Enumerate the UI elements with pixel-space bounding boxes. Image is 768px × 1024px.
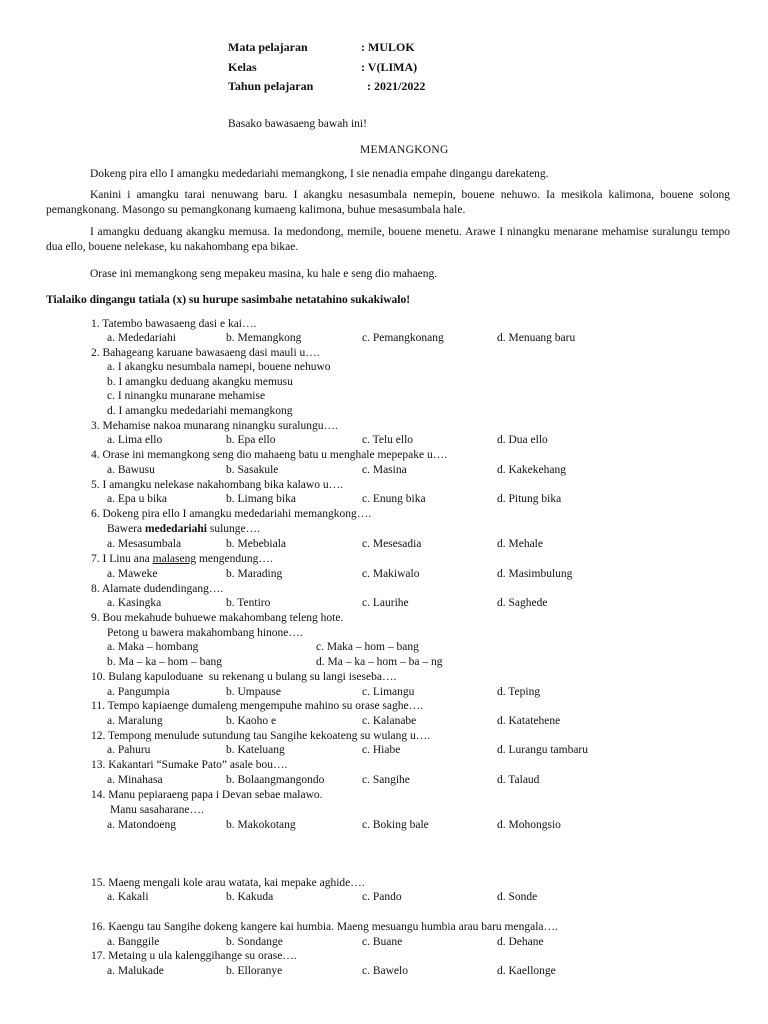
option-d[interactable]: d. Talaud	[497, 774, 540, 786]
header-year	[228, 79, 425, 94]
question-8: 8. Alamate dudendingang….	[91, 583, 224, 595]
story-paragraph: Dokeng pira ello I amangku mededariahi memangkong, I sie nenadia empahe dingangu darekateng.	[90, 168, 549, 180]
question-6: 6. Dokeng pira ello I amangku mededariahi memangkong….	[91, 508, 372, 520]
option-a[interactable]: a. Lima ello	[107, 434, 163, 446]
option-a[interactable]: a. I akangku nesumbala namepi, bouene nehuwo	[107, 361, 331, 373]
question-9: 9. Bou mekahude buhuewe makahombang teleng hote.	[91, 612, 344, 624]
story-paragraph: Orase ini memangkong seng mepakeu masina, ku hale e seng dio mahaeng.	[90, 268, 438, 280]
question-9-subline: Petong u bawera makahombang hinone….	[107, 627, 303, 639]
option-d[interactable]: d. Menuang baru	[497, 332, 576, 344]
header-class	[228, 60, 417, 75]
option-c[interactable]: c. Enung bika	[362, 493, 426, 505]
option-a[interactable]: a. Mesasumbala	[107, 538, 182, 550]
question-17: 17. Metaing u ula kalenggihange su orase….	[91, 950, 297, 962]
option-b[interactable]: b. Kaoho e	[226, 715, 277, 727]
option-c[interactable]: c. Sangihe	[362, 774, 410, 786]
question-16: 16. Kaengu tau Sangihe dokeng kangere kai humbia. Maeng mesuangu humbia arau baru mengala….	[91, 921, 558, 933]
option-d[interactable]: d. Lurangu tambaru	[497, 744, 589, 756]
option-a[interactable]: a. Mededariahi	[107, 332, 176, 344]
question-6-subline: Bawera mededariahi sulunge….	[107, 523, 261, 535]
option-a[interactable]: a. Maweke	[107, 568, 158, 580]
option-d[interactable]: d. Sonde	[497, 891, 538, 903]
option-c[interactable]: c. Masina	[362, 464, 407, 476]
option-a[interactable]: a. Pangumpia	[107, 686, 170, 698]
option-c[interactable]: c. Laurihe	[362, 597, 409, 609]
option-a[interactable]: a. Pahuru	[107, 744, 151, 756]
option-a[interactable]: a. Minahasa	[107, 774, 163, 786]
option-c[interactable]: c. I ninangku munarane mehamise	[107, 390, 266, 402]
option-a[interactable]: a. Malukade	[107, 965, 164, 977]
option-c[interactable]: c. Hiabe	[362, 744, 401, 756]
option-b[interactable]: b. Umpause	[226, 686, 281, 698]
question-10: 10. Bulang kapuloduane su rekenang u bulang su langi iseseba….	[91, 671, 397, 683]
option-a[interactable]: a. Kasingka	[107, 597, 162, 609]
question-14-subline: Manu sasaharane….	[110, 804, 204, 816]
option-b[interactable]: b. Limang bika	[226, 493, 296, 505]
option-c[interactable]: c. Maka – hom – bang	[316, 641, 419, 653]
option-b[interactable]: b. Ma – ka – hom – bang	[107, 656, 222, 668]
intro-instruction: Basako bawasaeng bawah ini!	[228, 118, 367, 130]
option-b[interactable]: b. Marading	[226, 568, 283, 580]
option-d[interactable]: d. Teping	[497, 686, 541, 698]
option-d[interactable]: d. Mehale	[497, 538, 543, 550]
header-value: : 2021/2022	[361, 79, 426, 93]
option-d[interactable]: d. Saghede	[497, 597, 548, 609]
option-b[interactable]: b. Bolaangmangondo	[226, 774, 325, 786]
option-a[interactable]: a. Banggile	[107, 936, 160, 948]
header-label: Kelas	[228, 60, 257, 74]
option-d[interactable]: d. Ma – ka – hom – ba – ng	[316, 656, 443, 668]
story-paragraph: I amangku deduang akangku memusa. Ia medondong, memile, bouene menetu. Arawe I ninangku menarane mehamise suralungu tempo dua ello, bouene nelekase, ku nakahombang epa bikae.	[46, 226, 730, 253]
option-b[interactable]: b. Kateluang	[226, 744, 285, 756]
option-b[interactable]: b. Makokotang	[226, 819, 296, 831]
option-a[interactable]: a. Matondoeng	[107, 819, 176, 831]
header-subject	[228, 40, 415, 55]
question-7: 7. I Linu ana malaseng mengendung….	[91, 553, 273, 565]
option-d[interactable]: d. Pitung bika	[497, 493, 562, 505]
question-11: 11. Tempo kapiaenge dumaleng mengempuhe mahino su orase saghe….	[91, 700, 423, 712]
option-c[interactable]: c. Telu ello	[362, 434, 414, 446]
story-paragraph: Kanini i amangku tarai nenuwang baru. I akangku nesasumbala nemepin, bouene nehuwo. Ia mesikola kalimona, bouene solong pemangkonang. Masongo su pemangkonang kumaeng kalimona, buhue mesasumbala hale.	[46, 189, 730, 216]
option-b[interactable]: b. I amangku deduang akangku memusu	[107, 376, 293, 388]
question-12: 12. Tempong menulude sutundung tau Sangihe kekoateng su wulang u….	[91, 730, 431, 742]
option-d[interactable]: d. Kakekehang	[497, 464, 566, 476]
option-b[interactable]: b. Mebebiala	[226, 538, 287, 550]
option-b[interactable]: b. Tentiro	[226, 597, 271, 609]
question-14: 14. Manu pepiaraeng papa i Devan sebae malawo.	[91, 789, 323, 801]
option-d[interactable]: d. Dehane	[497, 936, 544, 948]
option-c[interactable]: c. Buane	[362, 936, 403, 948]
story-title: MEMANGKONG	[360, 144, 449, 156]
option-a[interactable]: a. Kakali	[107, 891, 149, 903]
option-a[interactable]: a. Maralung	[107, 715, 163, 727]
option-c[interactable]: c. Mesesadia	[362, 538, 422, 550]
option-d[interactable]: d. Masimbulung	[497, 568, 573, 580]
header-value: : V(LIMA)	[361, 60, 418, 74]
option-b[interactable]: b. Sasakule	[226, 464, 279, 476]
option-c[interactable]: c. Limangu	[362, 686, 415, 698]
header-label: Mata pelajaran	[228, 40, 308, 54]
option-d[interactable]: d. I amangku mededariahi memangkong	[107, 405, 293, 417]
header-value: : MULOK	[361, 40, 415, 54]
option-c[interactable]: c. Bawelo	[362, 965, 408, 977]
option-b[interactable]: b. Sondange	[226, 936, 283, 948]
option-d[interactable]: d. Kaellonge	[497, 965, 556, 977]
option-c[interactable]: c. Pando	[362, 891, 402, 903]
option-d[interactable]: d. Mohongsio	[497, 819, 561, 831]
option-a[interactable]: a. Epa u bika	[107, 493, 168, 505]
option-a[interactable]: a. Maka – hombang	[107, 641, 199, 653]
option-b[interactable]: b. Memangkong	[226, 332, 302, 344]
question-15: 15. Maeng mengali kole arau watata, kai mepake aghide….	[91, 877, 365, 889]
option-c[interactable]: c. Kalanabe	[362, 715, 417, 727]
option-b[interactable]: b. Kakuda	[226, 891, 274, 903]
question-1: 1. Tatembo bawasaeng dasi e kai….	[91, 318, 257, 330]
questions-instruction: Tialaiko dingangu tatiala (x) su hurupe sasimbahe netatahino sukakiwalo!	[46, 294, 411, 306]
header-label: Tahun pelajaran	[228, 79, 314, 93]
option-b[interactable]: b. Elloranye	[226, 965, 283, 977]
option-c[interactable]: c. Makiwalo	[362, 568, 420, 580]
question-4: 4. Orase ini memangkong seng dio mahaeng batu u menghale mepepake u….	[91, 449, 448, 461]
question-2: 2. Bahageang karuane bawasaeng dasi mauli u….	[91, 347, 320, 359]
option-d[interactable]: d. Dua ello	[497, 434, 548, 446]
option-b[interactable]: b. Epa ello	[226, 434, 276, 446]
option-d[interactable]: d. Katatehene	[497, 715, 561, 727]
question-3: 3. Mehamise nakoa munarang ninangku suralungu….	[91, 420, 338, 432]
option-c[interactable]: c. Pemangkonang	[362, 332, 444, 344]
option-c[interactable]: c. Boking bale	[362, 819, 429, 831]
question-13: 13. Kakantari “Sumake Pato” asale bou….	[91, 759, 288, 771]
question-5: 5. I amangku nelekase nakahombang bika kalawo u….	[91, 479, 343, 491]
option-a[interactable]: a. Bawusu	[107, 464, 155, 476]
